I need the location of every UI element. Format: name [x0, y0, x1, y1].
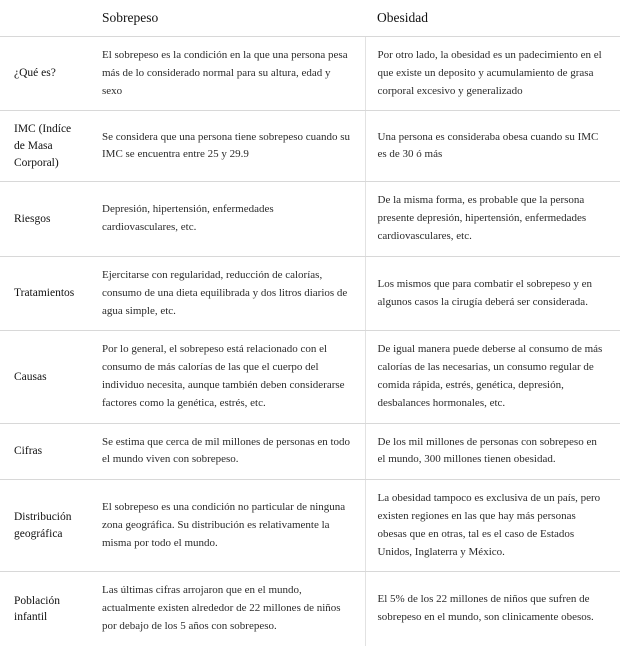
cell-obesidad: De la misma forma, es probable que la persona presente depresión, hipertensión, enfermedades cardiovasculares, etc. [365, 182, 620, 256]
cell-sobrepeso: Se estima que cerca de mil millones de personas en todo el mundo viven con sobrepeso. [90, 423, 365, 480]
header-row [0, 0, 620, 37]
cell-obesidad: De igual manera puede deberse al consumo de más calorías de las necesarias, un consumo regular de comida rápida, estrés, genética, depresión, desbalances hormonales, etc. [365, 331, 620, 423]
row-label: Cifras [0, 423, 90, 480]
table-row [0, 331, 620, 423]
table-row [0, 423, 620, 480]
cell-sobrepeso: Ejercitarse con regularidad, reducción de calorías, consumo de una dieta equilibrada y dos litros diarios de agua simple, etc. [90, 256, 365, 330]
row-label: Población infantil [14, 594, 60, 624]
table-body [0, 37, 620, 646]
table-row [0, 37, 620, 111]
cell-obesidad: Por otro lado, la obesidad es un padecimiento en el que existe un deposito y acumulamiento de grasa corporal excesivo y generalizado [365, 37, 620, 111]
cell-sobrepeso: Depresión, hipertensión, enfermedades cardiovasculares, etc. [90, 182, 365, 256]
cell-obesidad: El 5% de los 22 millones de niños que sufren de sobrepeso en el mundo, son clinicamente obesos. [377, 593, 594, 624]
cell-sobrepeso: El sobrepeso es la condición en la que una persona pesa más de lo considerado normal para su altura, edad y sexo [90, 37, 365, 111]
table-row [0, 182, 620, 256]
cell-obesidad: Una persona es consideraba obesa cuando su IMC es de 30 ó más [365, 111, 620, 182]
table-row [0, 480, 620, 572]
cell-sobrepeso: Las últimas cifras arrojaron que en el mundo, actualmente existen alrededor de 22 millones de niños por debajo de los 5 años con sobrepeso. [90, 572, 365, 646]
row-label: Distribución geográfica [0, 480, 90, 572]
header-obesidad: Obesidad [365, 0, 620, 37]
row-label: ¿Qué es? [0, 37, 90, 111]
cell-sobrepeso: Por lo general, el sobrepeso está relacionado con el consumo de más calorías de las que el cuerpo del individuo necesita, aunque también deben considerarse factores como la genética, estrés, etc. [90, 331, 365, 423]
cell-obesidad: De los mil millones de personas con sobrepeso en el mundo, 300 millones tienen obesidad. [365, 423, 620, 480]
row-label: Tratamientos [0, 256, 90, 330]
table-row [0, 256, 620, 330]
row-label: Causas [0, 331, 90, 423]
row-label: IMC (Indíce de Masa Corporal) [0, 111, 90, 182]
table-row [0, 111, 620, 182]
header-sobrepeso: Sobrepeso [90, 0, 365, 37]
cell-obesidad: La obesidad tampoco es exclusiva de un país, pero existen regiones en las que hay más personas obesas que en otras, tal es el caso de Estados Unidos, Inglaterra y México. [365, 480, 620, 572]
table-row [0, 572, 620, 646]
row-label: Riesgos [0, 182, 90, 256]
header-corner [0, 0, 90, 37]
cell-sobrepeso: El sobrepeso es una condición no particular de ninguna zona geográfica. Su distribución es relativamente la misma por todo el mundo. [90, 480, 365, 572]
cell-obesidad: Los mismos que para combatir el sobrepeso y en algunos casos la cirugía deberá ser considerada. [365, 256, 620, 330]
cell-sobrepeso: Se considera que una persona tiene sobrepeso cuando su IMC se encuentra entre 25 y 29.9 [90, 111, 365, 182]
table-header [0, 0, 620, 37]
